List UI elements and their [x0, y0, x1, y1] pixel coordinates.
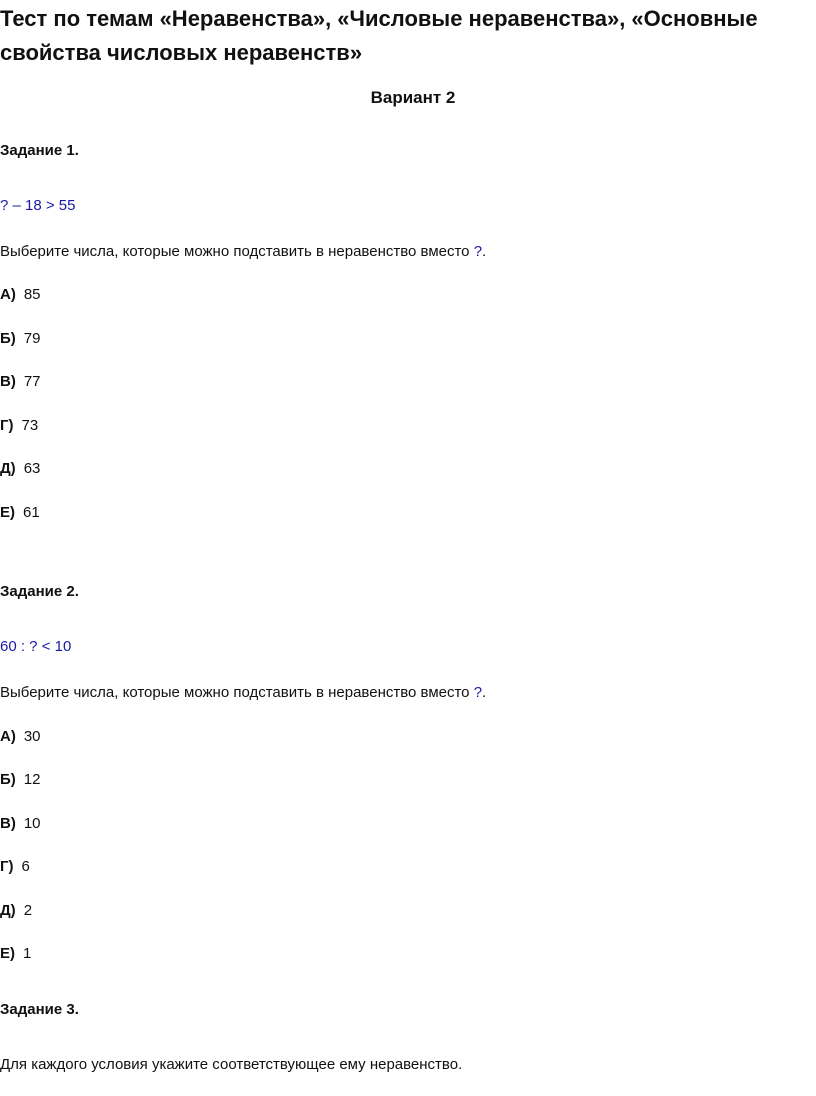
option-value: 85 [23, 286, 41, 303]
task-2-option [0, 815, 41, 832]
task-2-prompt-placeholder: ? [473, 684, 483, 701]
document-title: Тест по темам «Неравенства», «Числовые неравенства», «Основные свойства числовых неравенств» [0, 6, 758, 65]
option-value: 63 [23, 460, 41, 477]
task-1-option [0, 373, 41, 390]
task-2-option [0, 771, 40, 788]
option-letter: Д) [0, 902, 16, 919]
option-value: 12 [23, 771, 41, 788]
option-value: 10 [23, 815, 41, 832]
task-1-option [0, 330, 40, 347]
task-1-prompt-placeholder: ? [473, 243, 483, 260]
option-value: 30 [23, 728, 41, 745]
option-letter: Б) [0, 330, 16, 347]
task-3-prompt: Для каждого условия укажите соответствующее ему неравенство. [0, 1056, 463, 1073]
option-value: 61 [23, 504, 40, 521]
task-2-expression: 60 : ? < 10 [0, 638, 72, 655]
task-2-prompt [0, 684, 486, 701]
variant-label: Вариант 2 [370, 88, 456, 107]
task-1-prompt [0, 243, 486, 260]
task-1-prompt-end: . [482, 243, 487, 260]
option-letter: Е) [0, 945, 15, 962]
task-1-expression: ? – 18 > 55 [0, 197, 76, 214]
option-value: 73 [21, 417, 39, 434]
task-1-heading: Задание 1. [0, 142, 79, 159]
task-1-option [0, 504, 40, 521]
option-letter: Д) [0, 460, 16, 477]
task-3-heading: Задание 3. [0, 1001, 79, 1018]
task-1-prompt-text: Выберите числа, которые можно подставить в неравенство вместо [0, 243, 474, 260]
task-1-option [0, 417, 38, 434]
option-value: 2 [23, 902, 33, 919]
option-letter: В) [0, 815, 16, 832]
option-value: 1 [23, 945, 32, 962]
option-value: 6 [21, 858, 30, 875]
task-2-option [0, 902, 32, 919]
task-1-option [0, 286, 41, 303]
option-letter: Г) [0, 858, 14, 875]
option-letter: Г) [0, 417, 14, 434]
task-2-prompt-text: Выберите числа, которые можно подставить в неравенство вместо [0, 684, 474, 701]
task-2-option [0, 858, 30, 875]
task-2-prompt-end: . [482, 684, 487, 701]
task-2-option [0, 728, 41, 745]
option-letter: А) [0, 728, 16, 745]
task-1-option [0, 460, 40, 477]
option-letter: В) [0, 373, 16, 390]
task-2-option [0, 945, 31, 962]
option-letter: А) [0, 286, 16, 303]
option-letter: Е) [0, 504, 15, 521]
option-value: 77 [23, 373, 41, 390]
task-2-heading: Задание 2. [0, 583, 79, 600]
option-value: 79 [23, 330, 41, 347]
option-letter: Б) [0, 771, 16, 788]
